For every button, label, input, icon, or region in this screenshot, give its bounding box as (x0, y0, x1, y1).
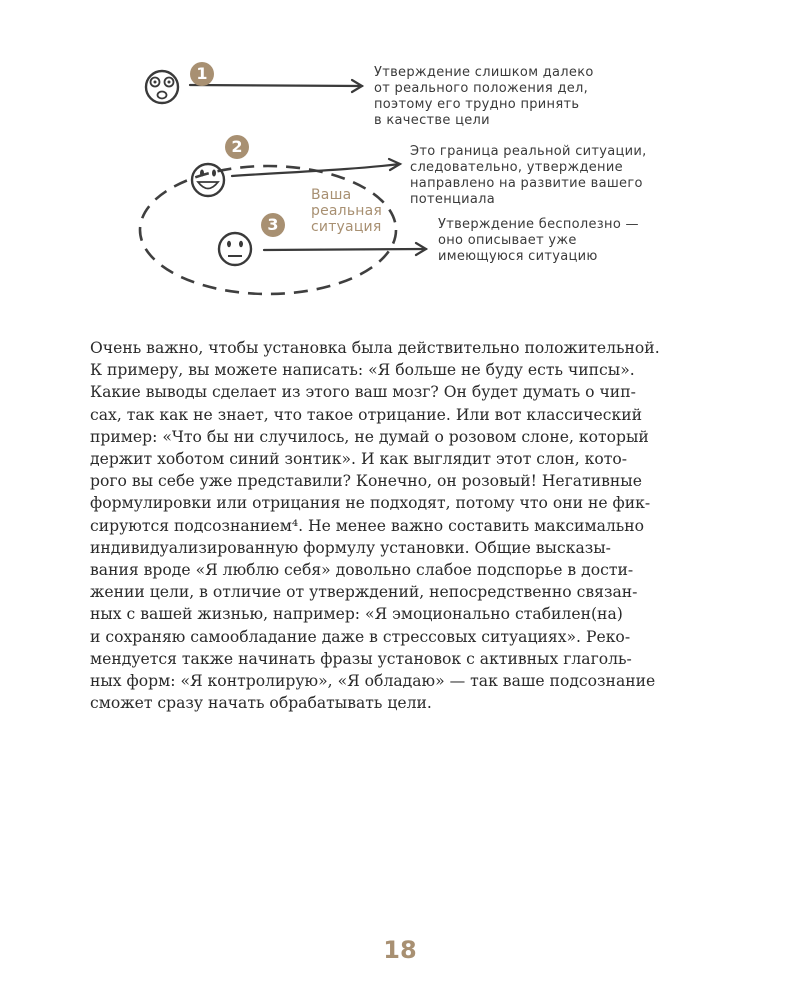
body-line: сах, так как не знает, что такое отрицание. Или вот классический (90, 405, 643, 424)
body-line: рого вы себе уже представили? Конечно, он розовый! Негативные (90, 472, 642, 491)
body-line: индивидуализированную формулу установки. Общие высказы- (90, 538, 611, 557)
body-line: держит хоботом синий зонтик». И как выглядит этот слон, кото- (90, 450, 628, 469)
body-line: К примеру, вы можете написать: «Я больше не буду есть чипсы». (90, 361, 635, 380)
body-line: ных форм: «Я контролирую», «Я обладаю» — так ваше подсознание (90, 672, 656, 691)
note-3: Утверждение бесполезно — оно описывает уже имеющуюся ситуацию (438, 217, 639, 264)
real-situation-label: Ваша реальная ситуация (311, 187, 383, 235)
arrow-2 (232, 159, 400, 176)
step-badge-1: 1 (190, 62, 214, 86)
diagram-drawing (0, 0, 800, 320)
note-1: Утверждение слишком далеко от реального положения дел, поэтому его трудно принять в качестве цели (374, 65, 594, 128)
step-badge-3: 3 (261, 213, 285, 237)
body-line: сируются подсознанием⁴. Не менее важно составить максимально (90, 516, 645, 535)
body-line: Очень важно, чтобы установка была действительно положительной. (90, 339, 660, 357)
neutral-face-icon (219, 233, 251, 265)
body-line: вания вроде «Я люблю себя» довольно слабое подспорье в дости- (90, 561, 634, 580)
step-badge-2: 2 (225, 135, 249, 159)
body-line: пример: «Что бы ни случилось, не думай о розовом слоне, который (90, 427, 649, 446)
smiling-face-icon (192, 164, 224, 196)
body-line: формулировки или отрицания не подходят, потому что они не фик- (90, 494, 651, 513)
goal-diagram (0, 0, 800, 320)
body-line: Какие выводы сделает из этого ваш мозг? Он будет думать о чип- (90, 383, 636, 402)
body-line: мендуется также начинать фразы установок с активных глаголь- (90, 649, 632, 668)
body-line: жении цели, в отличие от утверждений, непосредственно связан- (90, 583, 638, 602)
body-paragraph (90, 337, 715, 714)
arrow-1 (190, 80, 362, 92)
dizzy-face-icon (146, 71, 178, 103)
body-line: и сохраняю самообладание даже в стрессовых ситуациях». Реко- (90, 627, 631, 646)
page-number: 18 (383, 936, 417, 964)
note-2: Это граница реальной ситуации, следовательно, утверждение направлено на развитие вашего потенциала (410, 144, 647, 207)
arrow-3 (264, 243, 426, 255)
body-line: сможет сразу начать обрабатывать цели. (90, 694, 432, 713)
body-line: ных с вашей жизнью, например: «Я эмоционально стабилен(на) (90, 605, 623, 624)
